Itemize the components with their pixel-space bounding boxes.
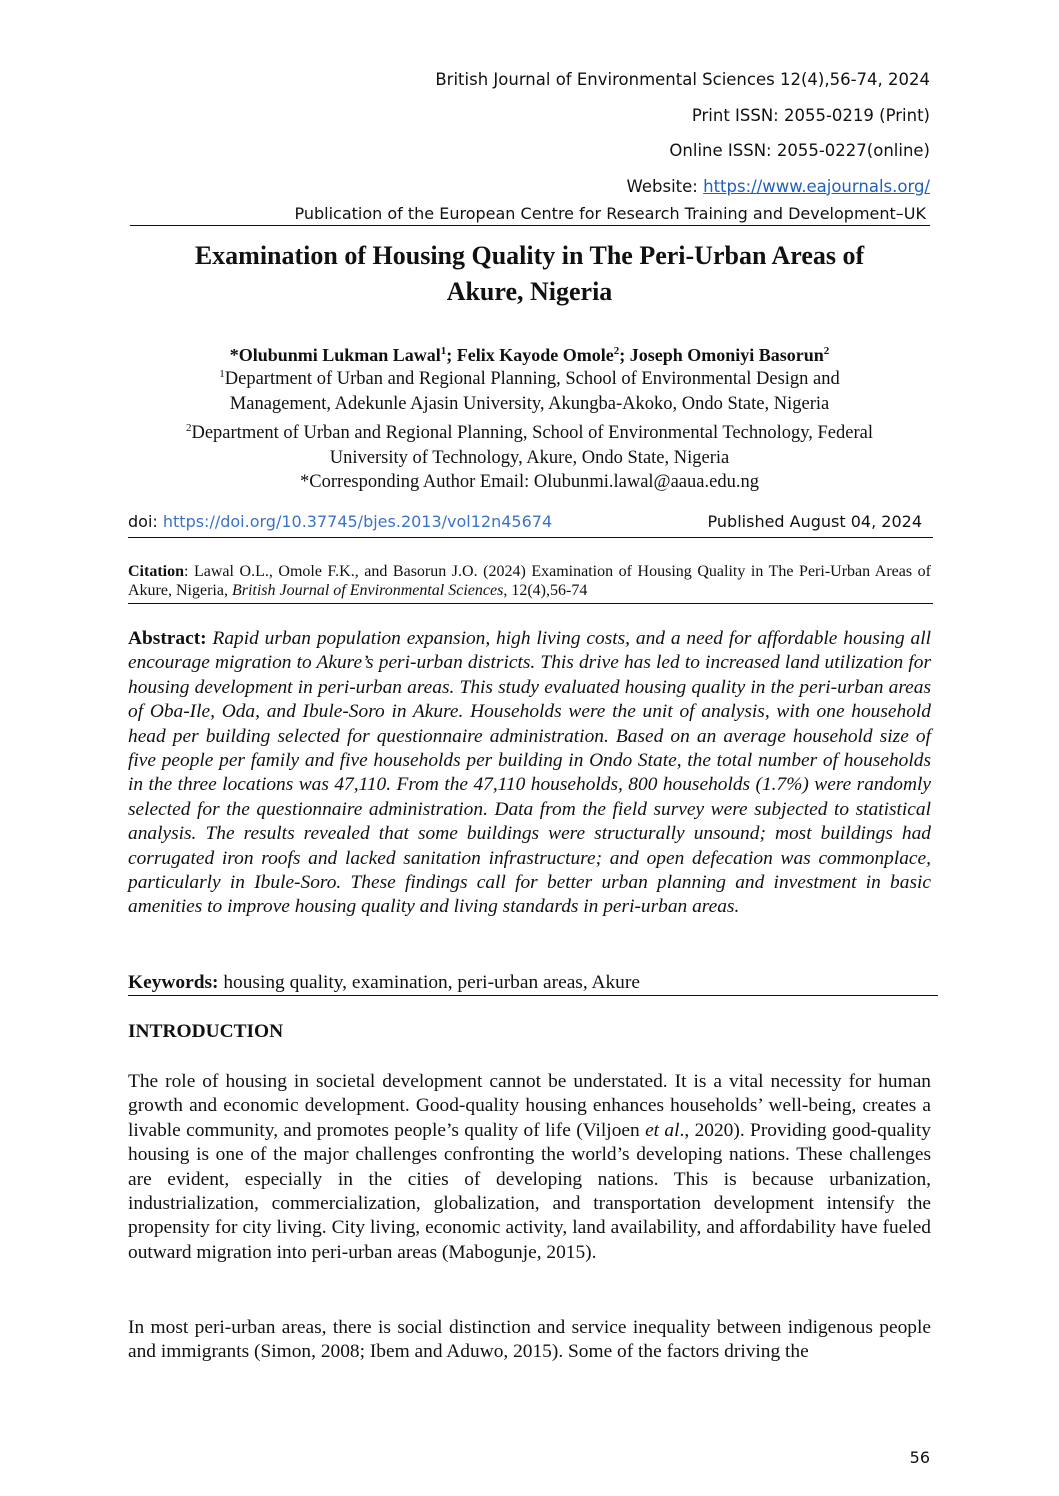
keywords-label: Keywords: (128, 972, 219, 993)
page-number: 56 (909, 1448, 930, 1467)
online-issn: Online ISSN: 2055-0227(online) (669, 141, 930, 160)
affiliation-1-line-1 (128, 362, 931, 392)
abstract (128, 627, 931, 920)
citation-volume: , 12(4),56-74 (503, 582, 588, 599)
website-line (435, 169, 930, 205)
abstract-text: Rapid urban population expansion, high living costs, and a need for affordable housing all encourage migration to Akure’s peri-urban districts. This drive has led to increased land utilization for housing development in peri-urban areas. This study evaluated housing quality in the peri-urban areas of Oba-Ile, Oda, and Ibule-Soro in Akure. Households were the unit of analysis, with one household head per building selected for questionnaire administration. Based on an average household size of five people per family and five households per building in Ondo State, the total number of households in the three locations was 47,110. From the 47,110 households, 800 households (1.7%) were randomly selected for the questionnaire administration. Data from the field survey were subjected to statistical analysis. The results revealed that some buildings were structurally unsound; most buildings had corrugated iron roofs and lacked sanitation infrastructure; and open defecation was commonplace, particularly in Ibule-Soro. These findings call for better urban planning and investment in basic amenities to improve housing quality and living standards in peri-urban areas. (128, 628, 931, 918)
author-2: ; Felix Kayode Omole (446, 345, 614, 365)
author-1: *Olubunmi Lukman Lawal (229, 345, 441, 365)
affiliation-2-line-2: University of Technology, Akure, Ondo State, Nigeria (329, 447, 730, 468)
website-link[interactable]: https://www.eajournals.org/ (703, 176, 930, 196)
doi-row (128, 512, 931, 531)
affiliation-1-line-2: Management, Adekunle Ajasin University, Akungba-Akoko, Ondo State, Nigeria (229, 393, 830, 414)
header-divider (130, 225, 930, 226)
affiliation-1-text: Department of Urban and Regional Planning, School of Environmental Design and (224, 369, 840, 390)
print-issn: Print ISSN: 2055-0219 (Print) (691, 105, 930, 125)
keywords (128, 971, 931, 995)
introduction-heading: INTRODUCTION (128, 1021, 284, 1042)
affiliation-2-marker: 2 (185, 422, 192, 435)
author-3-affil: 2 (823, 345, 830, 357)
para1-text-b: ., 2020). Providing good-quality housing is one of the major challenges confronting the world’s developing nations. These challenges are evident, especially in the cities of developing nations. This is because urbanization, industrialization, commercialization, globalization, and transportation development intensify the propensity for city living. City living, economic activity, land availability, and affordability have fueled outward migration into peri-urban areas (Mabogunje, 2015). (128, 1119, 931, 1263)
journal-citation: British Journal of Environmental Sciences 12(4),56-74, 2024 (435, 70, 930, 89)
doi-divider (128, 537, 933, 538)
title-line-1: Examination of Housing Quality in The Peri-Urban Areas of (194, 241, 865, 270)
keywords-text: housing quality, examination, peri-urban areas, Akure (218, 972, 640, 993)
published-date: Published August 04, 2024 (707, 512, 922, 531)
citation (128, 562, 931, 600)
citation-text: : Lawal O.L., Omole F.K., and Basorun J.O. (2024) Examination of Housing Quality in The Peri-Urban Areas of Akure, Nigeria, (128, 563, 931, 599)
affiliation-2-line-1 (128, 416, 931, 446)
keywords-divider (128, 995, 938, 996)
website-label: Website: (626, 176, 704, 196)
author-3: ; Joseph Omoniyi Basorun (619, 345, 824, 365)
abstract-label: Abstract: (128, 628, 207, 649)
doi-label: doi: (128, 512, 163, 531)
paper-title (128, 238, 931, 310)
citation-journal: British Journal of Environmental Sciences (231, 582, 504, 599)
author-1-affil: 1 (440, 345, 447, 357)
introduction-paragraph-1 (128, 1070, 931, 1265)
corresponding-author: *Corresponding Author Email: Olubunmi.lawal@aaua.edu.ng (300, 472, 759, 493)
journal-header (435, 62, 930, 204)
affiliations (128, 362, 931, 495)
title-line-2: Akure, Nigeria (446, 277, 613, 306)
para1-etal: et al (645, 1119, 680, 1141)
affiliation-2-text: Department of Urban and Regional Planning, School of Environmental Technology, Federal (191, 423, 873, 444)
introduction-paragraph-2: In most peri-urban areas, there is social distinction and service inequality between indigenous people and immigrants (Simon, 2008; Ibem and Aduwo, 2015). Some of the factors driving the (128, 1317, 931, 1363)
citation-label: Citation (128, 563, 184, 580)
doi-link[interactable]: https://doi.org/10.37745/bjes.2013/vol12n45674 (162, 512, 553, 531)
para1-text-a: The role of housing in societal development cannot be understated. It is a vital necessity for human growth and economic development. Good-quality housing enhances households’ well-being, creates a livable community, and promotes people’s quality of life (Viljoen (128, 1071, 931, 1141)
author-2-affil: 2 (613, 345, 620, 357)
citation-divider (128, 603, 933, 604)
publisher-line: Publication of the European Centre for Research Training and Development–UK (294, 204, 926, 223)
affiliation-1-marker: 1 (219, 368, 225, 380)
